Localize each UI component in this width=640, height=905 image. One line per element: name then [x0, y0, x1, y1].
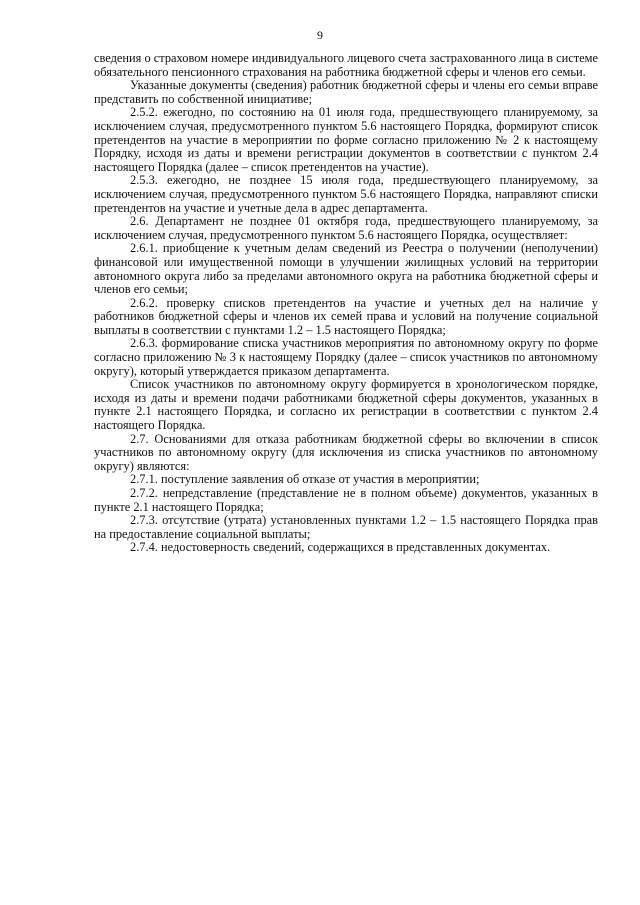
document-paragraph: 2.5.3. ежегодно, не позднее 15 июля года, предшествующего планируемому, за исключением случая, предусмотренного пунктом 5.6 настоящего Порядка, направляют списки претендентов на участие и учетные дела в адрес департамента.: [94, 173, 598, 215]
document-paragraph: Указанные документы (сведения) работник бюджетной сферы и члены его семьи вправе представить по собственной инициативе;: [94, 78, 598, 106]
document-body: [94, 52, 598, 555]
document-paragraph: 2.7. Основаниями для отказа работникам бюджетной сферы во включении в список участников по автономному округу (для исключения из списка участников по автономному округу) являются:: [94, 431, 598, 473]
document-paragraph: 2.7.2. непредставление (представление не в полном объеме) документов, указанных в пункте 2.1 настоящего Порядка;: [94, 486, 598, 514]
document-paragraph: 2.6. Департамент не позднее 01 октября года, предшествующего планируемому, за исключением случая, предусмотренного пунктом 5.6 настоящего Порядка, осуществляет:: [94, 214, 598, 242]
page-number: 9: [317, 28, 323, 42]
document-paragraph: 2.5.2. ежегодно, по состоянию на 01 июля года, предшествующего планируемому, за исключением случая, предусмотренного пунктом 5.6 настоящего Порядка, формируют список претендентов на участие в мероприятии по форме согласно приложению № 2 к настоящему Порядку, исходя из даты и времени регистрации документов в соответствии с пунктом 2.4 настоящего Порядка (далее – список претендентов на участие).: [94, 105, 598, 174]
document-paragraph: сведения о страховом номере индивидуального лицевого счета застрахованного лица в системе обязательного пенсионного страхования на работника бюджетной сферы и членов его семьи.: [94, 51, 598, 79]
document-paragraph: Список участников по автономному округу формируется в хронологическом порядке, исходя из даты и времени подачи работниками бюджетной сферы документов, указанных в пункте 2.1 настоящего Порядка, и согласно их регистрации в соответствии с пунктом 2.4 настоящего Порядка.: [94, 377, 598, 433]
document-paragraph: 2.6.1. приобщение к учетным делам сведений из Реестра о получении (неполучении) финансовой или имущественной помощи в улучшении жилищных условий на территории автономного округа либо за пределами автономного округа на работника бюджетной сферы и членов его семьи;: [94, 241, 598, 297]
document-paragraph: 2.6.3. формирование списка участников мероприятия по автономному округу по форме согласно приложению № 3 к настоящему Порядку (далее – список участников по автономному округу), который утверждается приказом департамента.: [94, 336, 598, 378]
document-paragraph: 2.7.4. недостоверность сведений, содержащихся в представленных документах.: [130, 540, 551, 555]
document-paragraph: 2.6.2. проверку списков претендентов на участие и учетных дел на наличие у работников бюджетной сферы и членов их семей права и условий на получение социальной выплаты в соответствии с пунктами 1.2 – 1.5 настоящего Порядка;: [94, 295, 598, 337]
document-paragraph: 2.7.3. отсутствие (утрата) установленных пунктами 1.2 – 1.5 настоящего Порядка прав на предоставление социальной выплаты;: [94, 513, 598, 541]
document-paragraph: 2.7.1. поступление заявления об отказе от участия в мероприятии;: [130, 472, 480, 487]
